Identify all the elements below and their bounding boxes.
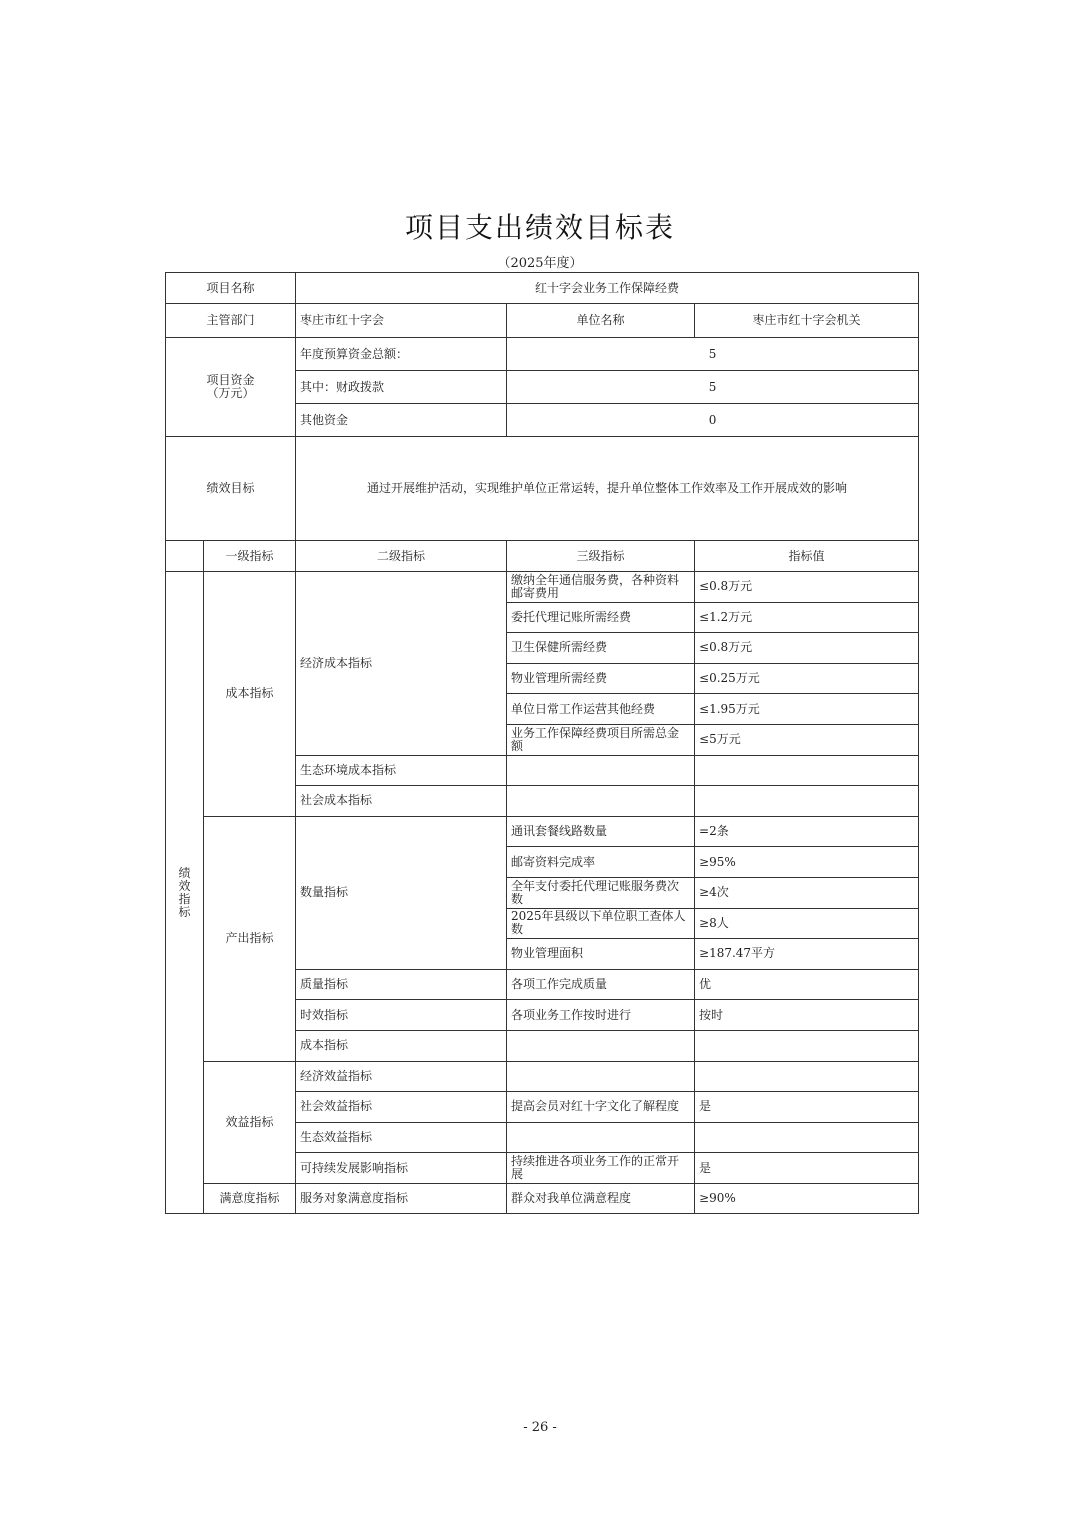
- level2-quality: 质量指标: [296, 969, 507, 1000]
- table-row-value: ≤1.95万元: [695, 694, 919, 725]
- empty-cell: [695, 1122, 919, 1153]
- table-row-indicator: 物业管理面积: [507, 939, 695, 970]
- goal-text: 通过开展维护活动，实现维护单位正常运转，提升单位整体工作效率及工作开展成效的影响: [296, 437, 919, 541]
- project-name-label: 项目名称: [166, 273, 296, 304]
- level2-sustainability: 可持续发展影响指标: [296, 1153, 507, 1184]
- level2-social-cost: 社会成本指标: [296, 786, 507, 817]
- level2-social-benefit: 社会效益指标: [296, 1092, 507, 1123]
- total-budget-label: 年度预算资金总额：: [296, 338, 507, 371]
- empty-cell: [695, 1030, 919, 1061]
- funds-label-line2: （万元）: [206, 386, 255, 400]
- fiscal-value: 5: [507, 371, 919, 404]
- table-row-value: ≥8人: [695, 908, 919, 939]
- performance-table: [165, 272, 919, 1214]
- empty-cell: [695, 755, 919, 786]
- level2-eco-benefit: 生态效益指标: [296, 1122, 507, 1153]
- table-row-indicator: 委托代理记账所需经费: [507, 602, 695, 633]
- table-row-indicator: 各项工作完成质量: [507, 969, 695, 1000]
- table-row-value: ≤0.8万元: [695, 633, 919, 664]
- table-row-value: ≤0.8万元: [695, 572, 919, 603]
- table-row-value: ≥187.47平方: [695, 939, 919, 970]
- table-row-indicator: 2025年县级以下单位职工查体人数: [507, 908, 695, 939]
- funds-label: [166, 338, 296, 437]
- unit-value: 枣庄市红十字会机关: [695, 304, 919, 338]
- project-name-value: 红十字会业务工作保障经费: [296, 273, 919, 304]
- table-row-indicator: 卫生保健所需经费: [507, 633, 695, 664]
- goal-label: 绩效目标: [166, 437, 296, 541]
- table-row-value: =2条: [695, 816, 919, 847]
- table-row-value: ≥90%: [695, 1183, 919, 1214]
- table-row-value: ≤5万元: [695, 724, 919, 755]
- table-row-indicator: 业务工作保障经费项目所需总金额: [507, 724, 695, 755]
- level1-cost: 成本指标: [204, 572, 296, 817]
- empty-cell: [507, 786, 695, 817]
- other-funds-value: 0: [507, 404, 919, 437]
- unit-label: 单位名称: [507, 304, 695, 338]
- page-subtitle: （2025年度）: [497, 256, 583, 271]
- table-row-value: 是: [695, 1153, 919, 1184]
- table-row-indicator: 单位日常工作运营其他经费: [507, 694, 695, 725]
- level1-output: 产出指标: [204, 816, 296, 1061]
- dept-value: 枣庄市红十字会: [296, 304, 507, 338]
- empty-cell: [695, 1061, 919, 1092]
- col-header-value: 指标值: [695, 541, 919, 572]
- table-row-value: ≥4次: [695, 877, 919, 908]
- table-row-indicator: 通讯套餐线路数量: [507, 816, 695, 847]
- empty-cell: [507, 1122, 695, 1153]
- table-row-value: 按时: [695, 1000, 919, 1031]
- table-row-value: ≤0.25万元: [695, 663, 919, 694]
- table-row-value: ≥95%: [695, 847, 919, 878]
- table-row-indicator: 邮寄资料完成率: [507, 847, 695, 878]
- table-row-indicator: 物业管理所需经费: [507, 663, 695, 694]
- other-funds-label: 其他资金: [296, 404, 507, 437]
- level2-timeliness: 时效指标: [296, 1000, 507, 1031]
- empty-cell: [695, 786, 919, 817]
- table-row-value: ≤1.2万元: [695, 602, 919, 633]
- side-char: 绩: [178, 865, 191, 880]
- level2-service-satisfaction: 服务对象满意度指标: [296, 1183, 507, 1214]
- side-char: 效: [178, 878, 191, 893]
- funds-label-line1: 项目资金: [206, 373, 255, 387]
- page-title: 项目支出绩效目标表: [404, 211, 675, 244]
- level2-econ-benefit: 经济效益指标: [296, 1061, 507, 1092]
- col-header-level1: 一级指标: [204, 541, 296, 572]
- level2-quantity: 数量指标: [296, 816, 507, 969]
- side-char: 标: [178, 904, 191, 919]
- empty-cell: [507, 1030, 695, 1061]
- table-row-indicator: 群众对我单位满意程度: [507, 1183, 695, 1214]
- performance-side-label: [166, 572, 204, 1214]
- level1-satisfaction: 满意度指标: [204, 1183, 296, 1214]
- blank-corner: [166, 541, 204, 572]
- level1-benefit: 效益指标: [204, 1061, 296, 1183]
- side-char: 指: [178, 891, 191, 906]
- level2-output-cost: 成本指标: [296, 1030, 507, 1061]
- col-header-level3: 三级指标: [507, 541, 695, 572]
- level2-eco-cost: 生态环境成本指标: [296, 755, 507, 786]
- table-row-indicator: 持续推进各项业务工作的正常开展: [507, 1153, 695, 1184]
- table-row-indicator: 提高会员对红十字文化了解程度: [507, 1092, 695, 1123]
- col-header-level2: 二级指标: [296, 541, 507, 572]
- table-row-value: 是: [695, 1092, 919, 1123]
- fiscal-label: 其中：财政拨款: [296, 371, 507, 404]
- empty-cell: [507, 1061, 695, 1092]
- table-row-indicator: 全年支付委托代理记账服务费次数: [507, 877, 695, 908]
- level2-econ-cost: 经济成本指标: [296, 572, 507, 756]
- table-row-value: 优: [695, 969, 919, 1000]
- dept-label: 主管部门: [166, 304, 296, 338]
- table-row-indicator: 缴纳全年通信服务费，各种资料邮寄费用: [507, 572, 695, 603]
- page-number: - 26 -: [523, 1420, 557, 1435]
- empty-cell: [507, 755, 695, 786]
- total-budget-value: 5: [507, 338, 919, 371]
- table-row-indicator: 各项业务工作按时进行: [507, 1000, 695, 1031]
